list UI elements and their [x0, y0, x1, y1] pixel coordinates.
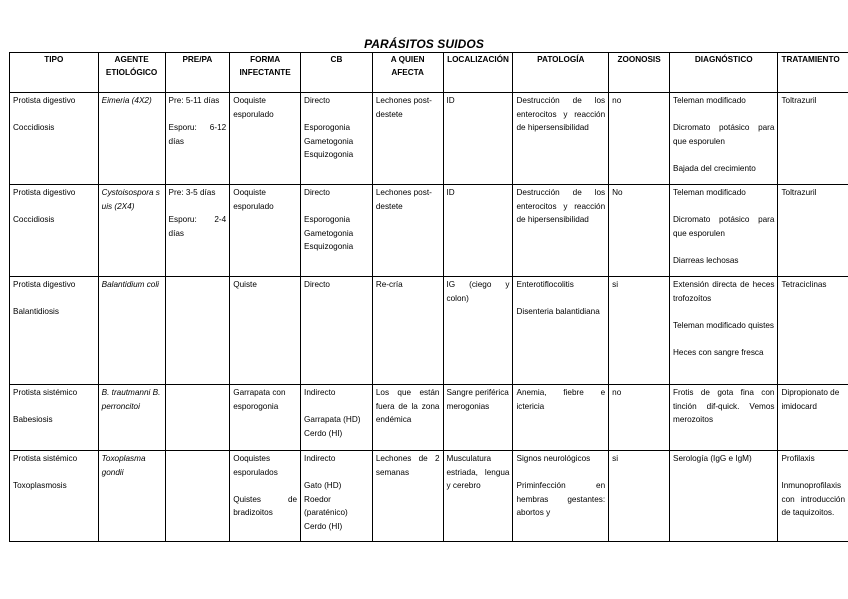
- cell-zoonosis: no: [609, 93, 670, 185]
- header-tratamiento: TRATAMIENTO: [778, 53, 848, 93]
- header-localizacion: LOCALIZACIÓN: [443, 53, 513, 93]
- cell-diagnostico: Teleman modificado Dicromato potásico para que esporulen Bajada del crecimiento: [670, 93, 778, 185]
- cell-forma: Ooquiste esporulado: [230, 93, 301, 185]
- page-title: PARÁSITOS SUIDOS: [364, 37, 484, 51]
- cell-zoonosis: No: [609, 185, 670, 277]
- cell-forma: Ooquiste esporulado: [230, 185, 301, 277]
- cell-localizacion: ID: [443, 185, 513, 277]
- cell-diagnostico: Extensión directa de heces trofozoítos Teleman modificado quistes Heces con sangre fresca: [670, 277, 778, 385]
- cell-tratamiento: Toltrazuril: [778, 93, 848, 185]
- cell-prepa: [165, 277, 230, 385]
- header-row: [10, 53, 848, 93]
- table-row: [10, 185, 848, 277]
- cell-prepa: Pre: 3-5 días Esporu: 2-4 días: [165, 185, 230, 277]
- cell-tratamiento: Tetraciclinas: [778, 277, 848, 385]
- cell-prepa: [165, 385, 230, 451]
- header-patologia: PATOLOGÍA: [513, 53, 609, 93]
- cell-forma: Quiste: [230, 277, 301, 385]
- header-forma: FORMA INFECTANTE: [230, 53, 301, 93]
- cell-zoonosis: no: [609, 385, 670, 451]
- table-row: [10, 451, 848, 542]
- table-row: [10, 277, 848, 385]
- cell-patologia: Destrucción de los enterocitos y reacción de hipersensibilidad: [513, 93, 609, 185]
- cell-tipo: Protista sistémico Babesiosis: [10, 385, 99, 451]
- cell-agente: B. trautmanni B. perroncitoi: [98, 385, 165, 451]
- cell-tipo: Protista digestivo Coccidiosis: [10, 185, 99, 277]
- cell-tratamiento: Toltrazuril: [778, 185, 848, 277]
- table-row: [10, 385, 848, 451]
- cell-forma: Garrapata con esporogonia: [230, 385, 301, 451]
- cell-localizacion: IG (ciego y colon): [443, 277, 513, 385]
- cell-patologia: Anemia, fiebre e ictericia: [513, 385, 609, 451]
- cell-zoonosis: si: [609, 277, 670, 385]
- cell-tipo: Protista digestivo Coccidiosis: [10, 93, 99, 185]
- cell-afecta: Lechones de 2 semanas: [372, 451, 443, 542]
- cell-patologia: Enterotiflocolitis Disenteria balantidiana: [513, 277, 609, 385]
- header-prepa: PRE/PA: [165, 53, 230, 93]
- cell-patologia: Signos neurológicos Priminfección en hembras gestantes: abortos y: [513, 451, 609, 542]
- cell-agente: Toxoplasma gondii: [98, 451, 165, 542]
- header-diagnostico: DIAGNÓSTICO: [670, 53, 778, 93]
- cell-diagnostico: Serología (IgG e IgM): [670, 451, 778, 542]
- header-agente: AGENTE ETIOLÓGICO: [98, 53, 165, 93]
- cell-diagnostico: Frotis de gota fina con tinción dif-quick. Vemos merozoitos: [670, 385, 778, 451]
- table-row: [10, 93, 848, 185]
- cell-afecta: Lechones post-destete: [372, 185, 443, 277]
- cell-afecta: Lechones post-destete: [372, 93, 443, 185]
- parasites-table: [9, 52, 848, 542]
- cell-tipo: Protista sistémico Toxoplasmosis: [10, 451, 99, 542]
- cell-cb: Directo: [301, 277, 373, 385]
- cell-agente: Eimeria (4X2): [98, 93, 165, 185]
- header-zoonosis: ZOONOSIS: [609, 53, 670, 93]
- cell-tratamiento: Profilaxis Inmunoprofilaxis con introducción de taquizoitos.: [778, 451, 848, 542]
- cell-diagnostico: Teleman modificado Dicromato potásico para que esporulen Diarreas lechosas: [670, 185, 778, 277]
- cell-cb: Directo Esporogonia Gametogonia Esquizogonia: [301, 185, 373, 277]
- cell-prepa: [165, 451, 230, 542]
- cell-prepa: Pre: 5-11 días Esporu: 6-12 días: [165, 93, 230, 185]
- cell-forma: Ooquistes esporulados Quistes de bradizoitos: [230, 451, 301, 542]
- cell-localizacion: ID: [443, 93, 513, 185]
- cell-cb: Indirecto Garrapata (HD) Cerdo (HI): [301, 385, 373, 451]
- header-afecta: A QUIEN AFECTA: [372, 53, 443, 93]
- cell-localizacion: Musculatura estriada, lengua y cerebro: [443, 451, 513, 542]
- cell-tratamiento: Dipropionato de imidocard: [778, 385, 848, 451]
- cell-localizacion: Sangre periférica merogonias: [443, 385, 513, 451]
- cell-tipo: Protista digestivo Balantidiosis: [10, 277, 99, 385]
- cell-patologia: Destrucción de los enterocitos y reacción de hipersensibilidad: [513, 185, 609, 277]
- cell-agente: Cystoisospora suis (2X4): [98, 185, 165, 277]
- cell-zoonosis: si: [609, 451, 670, 542]
- cell-afecta: Los que están fuera de la zona endémica: [372, 385, 443, 451]
- header-cb: CB: [301, 53, 373, 93]
- cell-cb: Directo Esporogonia Gametogonia Esquizogonia: [301, 93, 373, 185]
- header-tipo: TIPO: [10, 53, 99, 93]
- cell-agente: Balantidium coli: [98, 277, 165, 385]
- cell-cb: Indirecto Gato (HD) Roedor (paraténico) Cerdo (HI): [301, 451, 373, 542]
- cell-afecta: Re-cría: [372, 277, 443, 385]
